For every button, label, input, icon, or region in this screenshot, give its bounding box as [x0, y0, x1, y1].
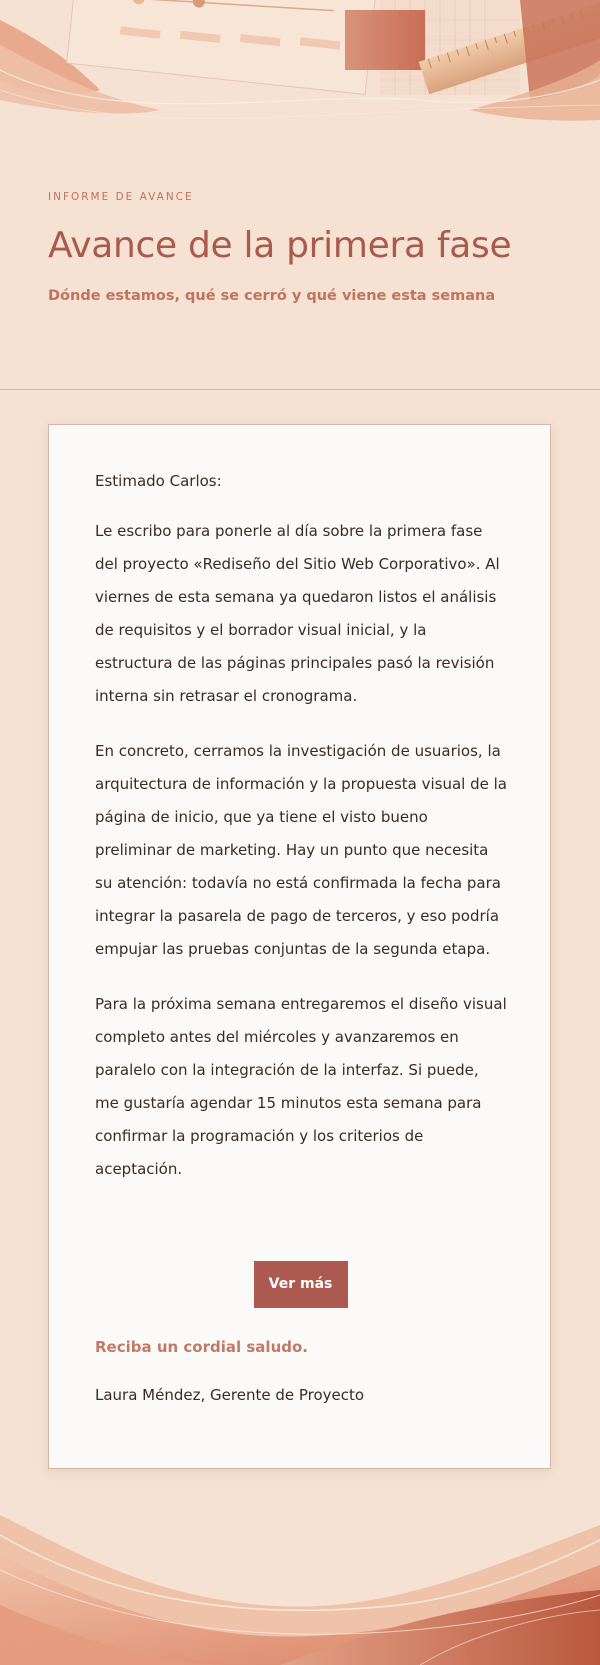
see-more-button[interactable]: Ver más — [254, 1261, 348, 1308]
signature: Laura Méndez, Gerente de Proyecto — [95, 1386, 365, 1404]
paragraph-status: Le escribo para ponerle al día sobre la primera fase del proyecto «Rediseño del Sitio Web Corporativo». Al viernes de esta semana ya quedaron listos el análisis de requisitos y el borrador visual inicial, y la estructura de las páginas principales pasó la revisión interna sin retrasar el cronograma. — [95, 522, 500, 705]
header-illustration — [0, 0, 600, 150]
closing-line: Reciba un cordial saludo. — [95, 1338, 308, 1356]
footer-illustration-art — [0, 1495, 600, 1665]
page-subtitle: Dónde estamos, qué se cerró y qué viene esta semana — [48, 288, 496, 304]
section-divider — [0, 389, 600, 390]
header-illustration-art — [0, 0, 600, 150]
letter-body — [95, 469, 507, 1186]
cta-container — [49, 1261, 552, 1308]
header — [48, 190, 568, 306]
paragraph-details: En concreto, cerramos la investigación de usuarios, la arquitectura de información y la propuesta visual de la página de inicio, que ya tiene el visto bueno preliminar de marketing. Hay un punto que necesita su atención: todavía no está confirmada la fecha para integrar la pasarela de pago de terceros, y eso podría empujar las pruebas conjuntas de la segunda etapa. — [95, 742, 507, 958]
paragraph-next-steps: Para la próxima semana entregaremos el diseño visual completo antes del miércoles y avanzaremos en paralelo con la integración de la interfaz. Si puede, me gustaría agendar 15 minutos esta semana para confirmar la programación y los criterios de aceptación. — [95, 995, 507, 1178]
eyebrow-label: INFORME DE AVANCE — [48, 191, 194, 203]
greeting: Estimado Carlos: — [95, 472, 222, 490]
footer-illustration — [0, 1495, 600, 1665]
letter-card — [48, 424, 551, 1469]
page-title: Avance de la primera fase — [48, 225, 512, 266]
